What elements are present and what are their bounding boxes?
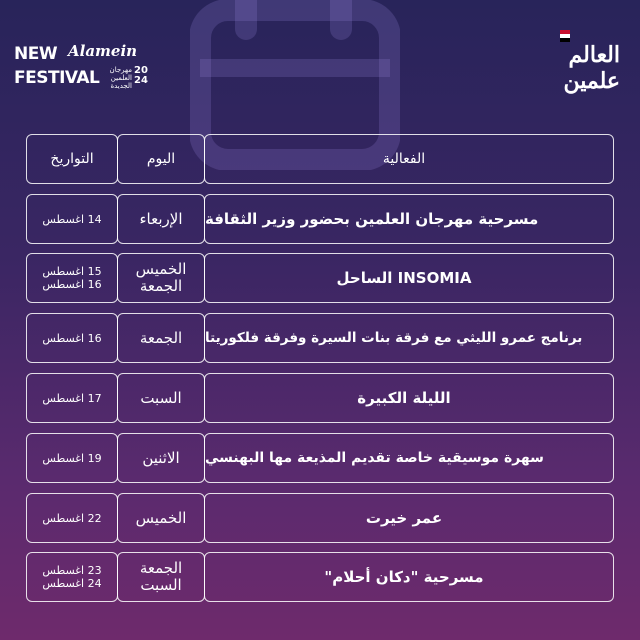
row-date: 17 اغسطس [26, 373, 118, 423]
logo-right-text: العالم علمين [563, 42, 620, 94]
row-event: مسرحية "دكان أحلام" [204, 552, 614, 602]
table-row [26, 313, 614, 363]
new-alamein-festival-logo [14, 42, 148, 96]
table-row [26, 552, 614, 602]
row-date: 14 اغسطس [26, 194, 118, 244]
row-date: 22 اغسطس [26, 493, 118, 543]
row-day: الاثنين [117, 433, 205, 483]
row-event: مسرحية مهرجان العلمين بحضور وزير الثقافة [204, 194, 614, 244]
row-day: السبت [117, 373, 205, 423]
row-date: 23 اغسطس 24 اغسطس [26, 552, 118, 602]
header-dates: التواريخ [26, 134, 118, 184]
table-header [26, 134, 614, 184]
row-event: برنامج عمرو الليثي مع فرقة بنات السيرة وفرقة فلكوريتا [204, 313, 614, 363]
header-day: اليوم [117, 134, 205, 184]
row-event: الليلة الكبيرة [204, 373, 614, 423]
row-event: عمر خيرت [204, 493, 614, 543]
table-row [26, 253, 614, 303]
header-event: الفعالية [204, 134, 614, 184]
row-day: الخميس [117, 493, 205, 543]
row-day: الإربعاء [117, 194, 205, 244]
logo-arabic-sub: مهرجان العلمين الجديدة [109, 66, 132, 90]
table-row [26, 373, 614, 423]
row-day: الجمعة [117, 313, 205, 363]
table-row [26, 194, 614, 244]
table-row [26, 493, 614, 543]
table-row [26, 433, 614, 483]
alam-alamein-logo [520, 34, 620, 94]
row-date: 16 اغسطس [26, 313, 118, 363]
row-date: 15 اغسطس 16 اغسطس [26, 253, 118, 303]
logo-year: 20 24 [134, 65, 148, 86]
row-event: سهرة موسيقية خاصة تقديم المذيعة مها البهنسي [204, 433, 614, 483]
row-event: INSOMIA الساحل [204, 253, 614, 303]
row-day: الخميس الجمعة [117, 253, 205, 303]
row-date: 19 اغسطس [26, 433, 118, 483]
logo-word-festival: FESTIVAL [14, 68, 100, 88]
logo-word-new: NEW [14, 44, 58, 64]
logo-word-alamein: Alamein [68, 42, 138, 60]
row-day: الجمعة السبت [117, 552, 205, 602]
